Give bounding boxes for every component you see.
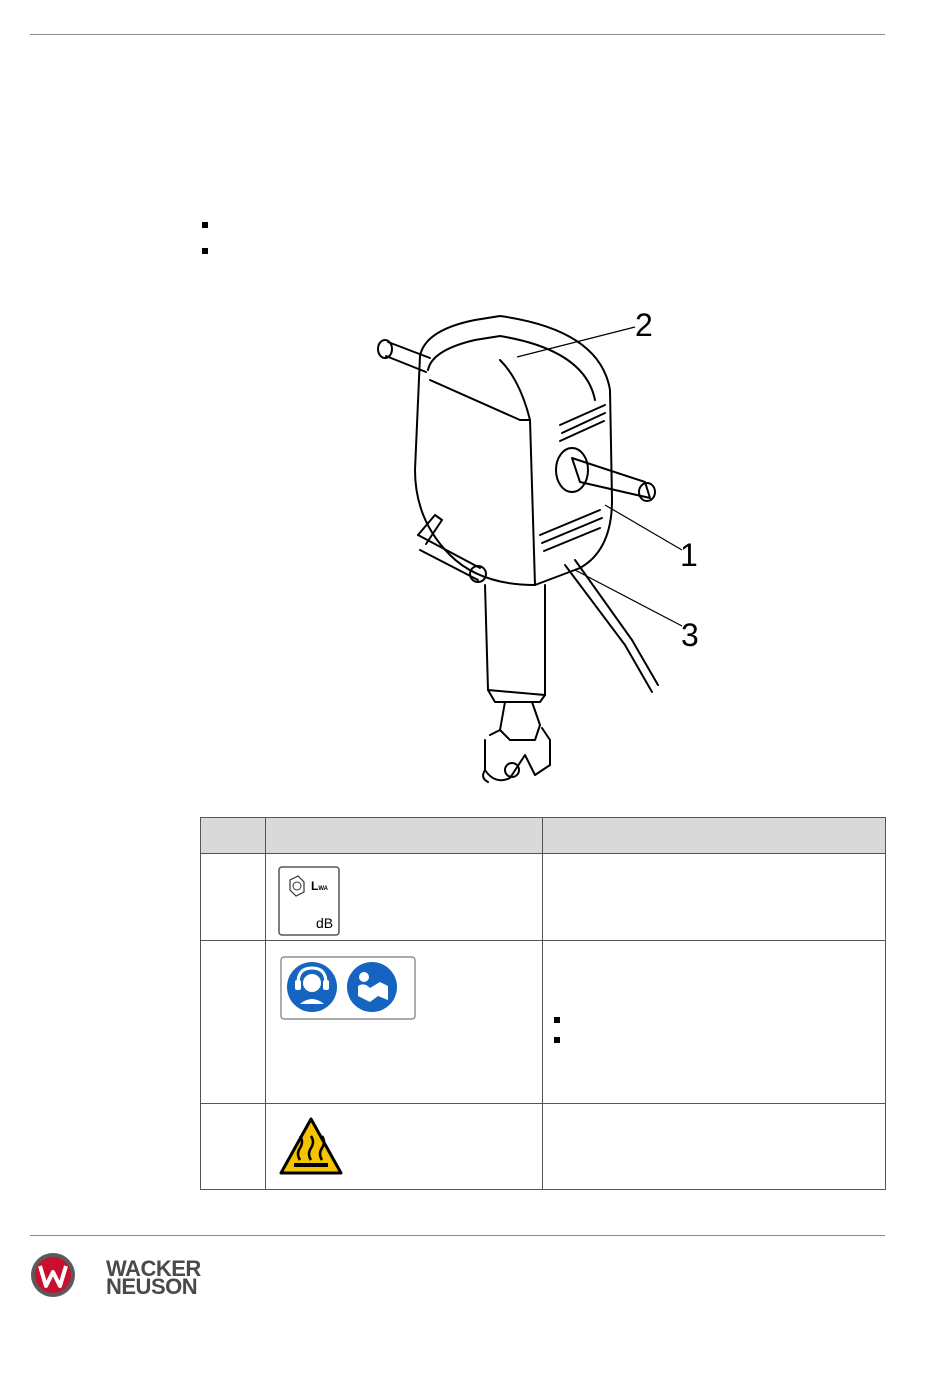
header-cell: [266, 818, 543, 854]
list-bullet: [554, 1037, 560, 1043]
breaker-hammer-illustration: [360, 300, 720, 800]
header-cell: [201, 818, 266, 854]
table-row: [201, 941, 886, 1104]
table-cell: [201, 1104, 266, 1190]
table-cell: [266, 854, 543, 941]
footer-rule: [30, 1235, 885, 1236]
table-cell: [543, 941, 886, 1104]
sound-power-level-label-icon: [278, 866, 340, 936]
table-cell: [201, 941, 266, 1104]
cell-bullet-list: [543, 941, 885, 1102]
callout-2: 2: [635, 307, 653, 343]
header-cell: [543, 818, 886, 854]
brand-name-line-2: NEUSON: [106, 1274, 198, 1299]
callout-1: 1: [680, 537, 698, 573]
list-bullet: [202, 222, 208, 228]
hot-surface-warning-icon: [278, 1116, 344, 1176]
callout-3: 3: [681, 617, 699, 653]
table-cell: [266, 941, 543, 1104]
brand-name-line-1: WACKER: [106, 1256, 201, 1281]
table-row: [201, 1104, 886, 1190]
header-rule: [30, 34, 885, 35]
list-bullet: [554, 1017, 560, 1023]
wacker-neuson-logo-icon: [30, 1252, 76, 1298]
labels-table: [200, 817, 886, 1190]
lwa-label: LWA: [311, 879, 329, 893]
list-bullet: [202, 248, 208, 254]
table-header-row: [201, 818, 886, 854]
table-cell: [543, 854, 886, 941]
table-cell: [201, 854, 266, 941]
db-label: dB: [316, 915, 334, 931]
table-cell: [543, 1104, 886, 1190]
table-cell: [266, 1104, 543, 1190]
wear-ear-eye-protection-and-read-manual-icons: [280, 956, 416, 1020]
table-row: [201, 854, 886, 941]
